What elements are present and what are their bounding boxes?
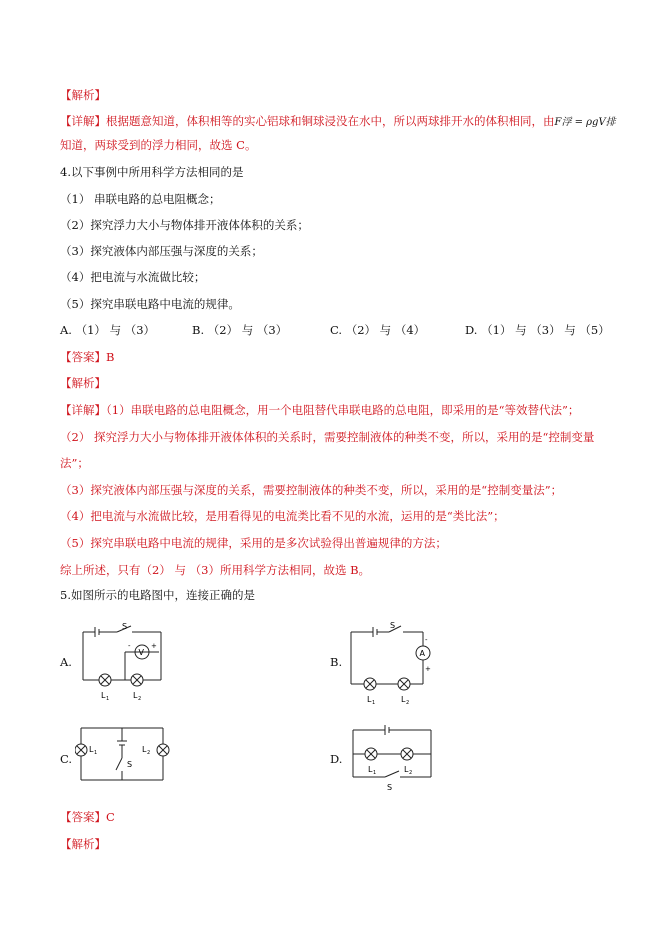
minus-label: - [128, 642, 131, 650]
q4-explain-6: （5）探究串联电路中电流的规律，采用的是多次试验得出普遍规律的方法； [60, 536, 447, 550]
plus-label: + [151, 642, 157, 650]
q4-option-c: C. （2） 与 （4） [330, 323, 426, 337]
switch-label: S [390, 621, 396, 630]
lamp2-sub: 2 [409, 770, 413, 776]
switch-label: S [122, 622, 128, 631]
analysis-tag-1: 【解析】 [60, 88, 106, 102]
switch-label: S [387, 783, 393, 792]
circuit-c-diagram [75, 724, 175, 786]
q4-item-4: （4）把电流与水流做比较； [60, 270, 206, 284]
answer-tag: 【答案】 [60, 810, 106, 824]
q4-explain-1 [60, 401, 579, 419]
lamp2-sub: 2 [147, 750, 151, 756]
answer-tag: 【答案】 [60, 350, 106, 364]
q5-analysis-tag: 【解析】 [60, 837, 106, 851]
detail-line-1 [60, 112, 616, 132]
lamp1-sub: 1 [106, 696, 110, 702]
answer-value: C [106, 810, 115, 824]
detail-tag: 【详解】 [60, 403, 106, 417]
circuit-a-diagram [75, 618, 185, 704]
lamp2-sub: 2 [406, 700, 410, 704]
lamp1-sub: 1 [94, 750, 98, 756]
q4-explain-5: （4）把电流与水流做比较，是用看得见的电流类比看不见的水流，运用的是“类比法”； [60, 509, 505, 523]
switch-label: S [127, 760, 133, 769]
lamp1-sub: 1 [372, 700, 376, 704]
q4-option-a: A. （1） 与 （3） [60, 323, 156, 337]
minus-label: - [425, 636, 428, 644]
circuit-b-diagram [345, 618, 445, 704]
voltmeter-label: V [138, 648, 144, 657]
lamp1-label: L [101, 691, 106, 700]
q4-answer [60, 348, 114, 366]
answer-value: B [106, 350, 115, 364]
q4-analysis-tag: 【解析】 [60, 376, 106, 390]
lamp2-label: L [404, 765, 409, 774]
lamp2-label: L [142, 745, 147, 754]
q4-option-b: B. （2） 与 （3） [192, 323, 288, 337]
lamp2-label: L [401, 695, 406, 704]
buoyancy-formula: F浮 = ρgV排 [554, 117, 616, 128]
lamp2-label: L [133, 691, 138, 700]
q5-stem: 5.如图所示的电路图中，连接正确的是 [60, 588, 255, 602]
lamp1-label: L [89, 745, 94, 754]
lamp1-sub: 1 [373, 770, 377, 776]
detail-tag: 【详解】 [60, 114, 106, 128]
q4-stem: 4.以下事例中所用科学方法相同的是 [60, 165, 244, 179]
q4-item-2: （2）探究浮力大小与物体排开液体体积的关系； [60, 218, 309, 232]
q4-item-5: （5）探究串联电路中电流的规律。 [60, 297, 240, 311]
q5-option-b-label: B. [330, 655, 343, 669]
q4-explain-3: 法”； [60, 456, 89, 470]
circuit-d-diagram [345, 722, 445, 794]
explain-text: （1）串联电路的总电阻概念，用一个电阻替代串联电路的总电阻，即采用的是“等效替代法”； [106, 403, 580, 417]
ammeter-label: A [419, 649, 425, 658]
detail-text: 根据题意知道，体积相等的实心铝球和铜球浸没在水中，所以两球排开水的体积相同，由 [106, 114, 555, 128]
lamp1-label: L [367, 695, 372, 704]
lamp2-sub: 2 [138, 696, 142, 702]
q5-option-d-label: D. [330, 752, 343, 766]
q4-explain-4: （3）探究液体内部压强与深度的关系，需要控制液体的种类不变，所以，采用的是“控制变量法”； [60, 483, 563, 497]
q5-answer [60, 808, 115, 826]
q5-option-a-label: A. [60, 655, 72, 669]
q4-option-d: D. （1） 与 （3） 与 （5） [465, 323, 610, 337]
detail-line-2: 知道，两球受到的浮力相同，故选 C。 [60, 138, 257, 152]
lamp1-label: L [368, 765, 373, 774]
q4-item-3: （3）探究液体内部压强与深度的关系； [60, 244, 263, 258]
q4-item-1: （1） 串联电路的总电阻概念； [60, 192, 221, 206]
q4-conclusion: 综上所述，只有（2） 与 （3）所用科学方法相同，故选 B。 [60, 563, 371, 577]
q5-option-c-label: C. [60, 752, 73, 766]
q4-explain-2: （2） 探究浮力大小与物体排开液体体积的关系时，需要控制液体的种类不变，所以，采用的是“控制变量 [60, 430, 595, 444]
plus-label: + [425, 665, 431, 673]
